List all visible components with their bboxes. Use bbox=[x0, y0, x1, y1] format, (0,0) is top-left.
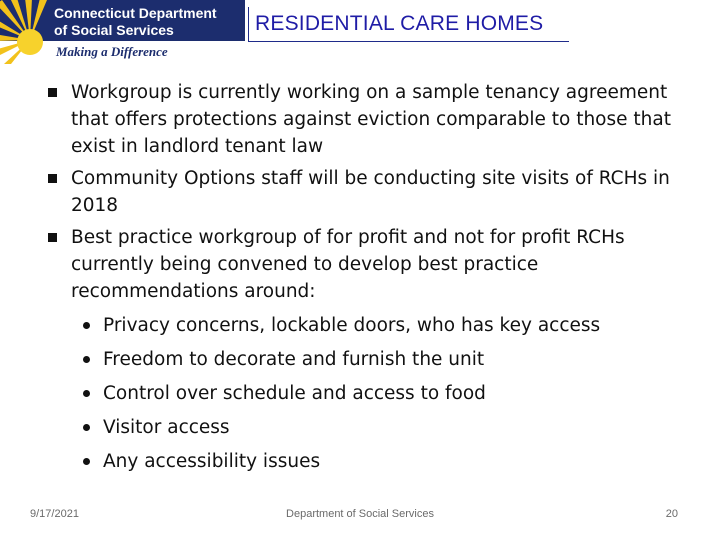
page-number: 20 bbox=[665, 508, 678, 520]
sun-rays-icon bbox=[0, 0, 60, 64]
bullet-text: Workgroup is currently working on a sample tenancy agreement that offers protections against eviction comparable to those that exist in landlord tenant law bbox=[71, 82, 671, 157]
round-bullet-icon bbox=[83, 458, 90, 465]
bullet-item bbox=[48, 79, 708, 160]
sub-bullet-item bbox=[71, 380, 708, 407]
round-bullet-icon bbox=[83, 390, 90, 397]
sub-bullet-item bbox=[71, 346, 708, 373]
sub-bullet-text: Any accessibility issues bbox=[103, 451, 321, 472]
sub-bullet-text: Control over schedule and access to food bbox=[103, 383, 486, 404]
square-bullet-icon bbox=[48, 88, 57, 97]
bullet-text: Community Options staff will be conducting site visits of RCHs in 2018 bbox=[71, 168, 670, 216]
sub-bullet-text: Privacy concerns, lockable doors, who has key access bbox=[103, 315, 601, 336]
slide-header bbox=[0, 0, 720, 64]
sub-bullet-item bbox=[71, 414, 708, 441]
square-bullet-icon bbox=[48, 174, 57, 183]
logo-text-line1: Connecticut Department bbox=[54, 5, 217, 21]
slide-body bbox=[48, 79, 708, 475]
sub-bullet-list bbox=[48, 312, 708, 475]
bullet-item bbox=[48, 224, 708, 305]
slide-footer bbox=[0, 508, 720, 522]
sub-bullet-item bbox=[71, 448, 708, 475]
slide-title: RESIDENTIAL CARE HOMES bbox=[255, 12, 544, 35]
sub-bullet-text: Visitor access bbox=[103, 417, 230, 438]
bullet-item bbox=[48, 165, 708, 219]
round-bullet-icon bbox=[83, 356, 90, 363]
bullet-text: Best practice workgroup of for profit and not for profit RCHs currently being convened to develop best practice recommendations around: bbox=[71, 227, 625, 302]
round-bullet-icon bbox=[83, 424, 90, 431]
round-bullet-icon bbox=[83, 322, 90, 329]
sub-bullet-text: Freedom to decorate and furnish the unit bbox=[103, 349, 485, 370]
square-bullet-icon bbox=[48, 233, 57, 242]
footer-department: Department of Social Services bbox=[286, 508, 434, 520]
footer-date: 9/17/2021 bbox=[30, 508, 79, 520]
logo-tagline: Making a Difference bbox=[56, 44, 168, 59]
sub-bullet-item bbox=[71, 312, 708, 339]
title-box bbox=[248, 7, 569, 42]
logo-text-line2: of Social Services bbox=[54, 22, 174, 38]
dss-logo bbox=[0, 0, 245, 64]
